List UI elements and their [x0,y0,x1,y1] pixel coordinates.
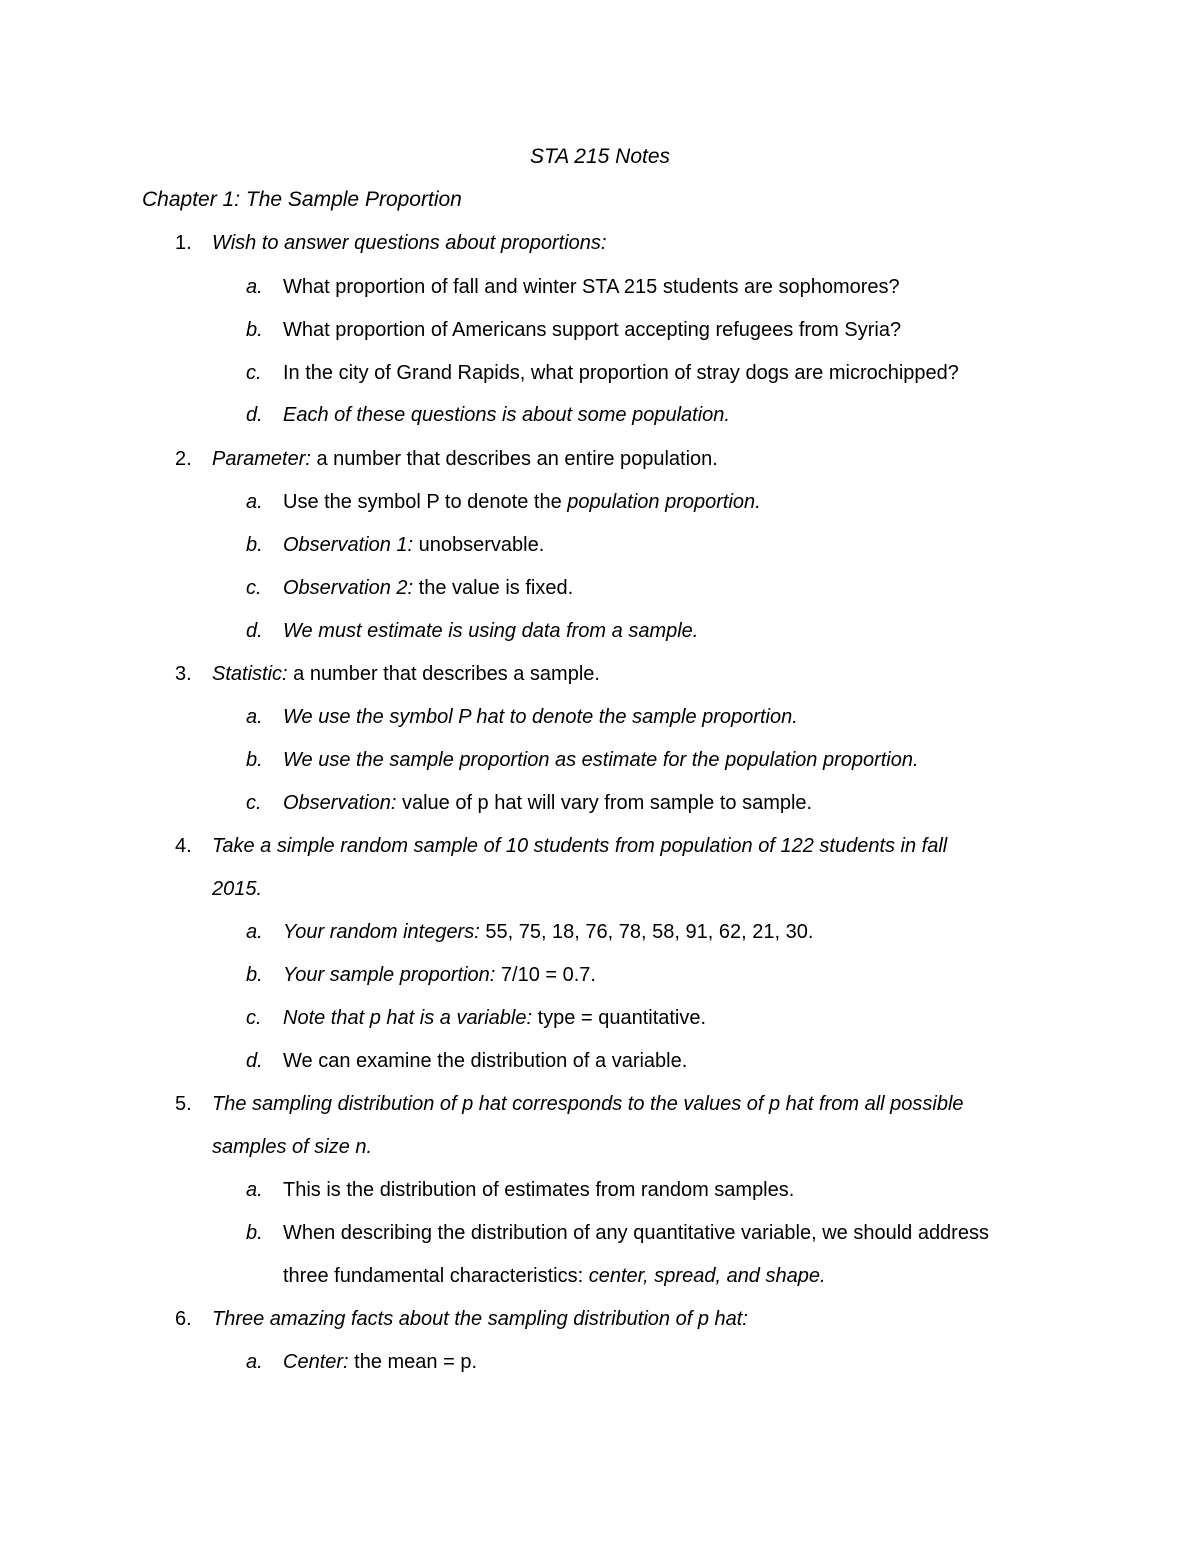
item-text: Three amazing facts about the sampling distribution of p hat: [212,1308,748,1330]
subitem-letter: c. [246,577,262,599]
subitem-text: We use the sample proportion as estimate for the population proportion. [283,749,919,771]
subitem-letter: b. [246,749,263,771]
subitem-label: Note that p hat is a variable: [283,1007,533,1029]
subitem-letter: d. [246,404,263,426]
subitem-letter: c. [246,362,262,384]
subitem-text: We must estimate is using data from a sample. [283,620,699,642]
subitem-label: Observation: [283,792,397,814]
subitem-body: type = quantitative. [532,1007,707,1029]
subitem-text: Each of these questions is about some population. [283,404,730,426]
item-text-line1: The sampling distribution of p hat corresponds to the values of p hat from all possible [212,1093,964,1115]
subitem-body: the mean = p. [348,1351,478,1373]
subitem-text [283,1006,706,1030]
subitem-body: Use the symbol P to denote the [283,491,568,513]
subitem-body: 55, 75, 18, 76, 78, 58, 91, 62, 21, 30. [479,921,814,943]
subitem-label: Your sample proportion: [283,964,496,986]
subitem-body: the value is fixed. [413,577,574,599]
subitem-letter: a. [246,491,263,513]
subitem-text-line1: When describing the distribution of any quantitative variable, we should address [283,1222,989,1244]
item-label: Statistic: [212,663,288,685]
item-number: 1. [175,232,192,254]
subitem-text: In the city of Grand Rapids, what proportion of stray dogs are microchipped? [283,362,959,384]
subitem-text: This is the distribution of estimates from random samples. [283,1179,795,1201]
item-number: 3. [175,663,192,685]
subitem-label: Your random integers: [283,921,480,943]
subitem-letter: a. [246,921,263,943]
subitem-body: three fundamental characteristics: [283,1265,589,1287]
subitem-letter: a. [246,1351,263,1373]
subitem-text [283,533,544,557]
subitem-letter: b. [246,319,263,341]
item-number: 2. [175,448,192,470]
subitem-letter: b. [246,534,263,556]
subitem-letter: d. [246,1050,263,1072]
item-number: 4. [175,835,192,857]
subitem-text [283,791,812,815]
item-number: 5. [175,1093,192,1115]
subitem-letter: a. [246,706,263,728]
subitem-label: Center: [283,1351,349,1373]
item-body: a number that describes a sample. [287,663,600,685]
subitem-letter: d. [246,620,263,642]
item-text-line1: Take a simple random sample of 10 students from population of 122 students in fall [212,835,948,857]
item-label: Parameter: [212,448,311,470]
item-body: a number that describes an entire population. [310,448,718,470]
item-number: 6. [175,1308,192,1330]
subitem-letter: c. [246,792,262,814]
subitem-text: What proportion of Americans support accepting refugees from Syria? [283,319,902,341]
subitem-text: We use the symbol P hat to denote the sample proportion. [283,706,798,728]
subitem-text: What proportion of fall and winter STA 215 students are sophomores? [283,276,900,298]
subitem-text [283,576,573,600]
subitem-text: We can examine the distribution of a variable. [283,1050,688,1072]
item-text-line2: samples of size n. [212,1136,373,1158]
subitem-letter: b. [246,964,263,986]
subitem-text [283,490,761,514]
subitem-letter: a. [246,276,263,298]
subitem-letter: b. [246,1222,263,1244]
item-text: Wish to answer questions about proportions: [212,232,607,254]
item-text [212,447,718,471]
subitem-tail: center, spread, and shape. [588,1265,826,1287]
subitem-letter: c. [246,1007,262,1029]
item-text [212,662,600,686]
subitem-body: 7/10 = 0.7. [495,964,596,986]
chapter-heading: Chapter 1: The Sample Proportion [142,188,462,211]
subitem-text [283,920,813,944]
subitem-text [283,1350,477,1374]
subitem-body: unobservable. [413,534,545,556]
subitem-label: Observation 2: [283,577,414,599]
subitem-text [283,963,596,987]
subitem-letter: a. [246,1179,263,1201]
subitem-label: Observation 1: [283,534,414,556]
subitem-text-line2 [283,1264,826,1288]
item-text-line2: 2015. [212,878,263,900]
subitem-tail: population proportion. [567,491,761,513]
subitem-body: value of p hat will vary from sample to sample. [396,792,813,814]
page-title: STA 215 Notes [529,145,671,168]
